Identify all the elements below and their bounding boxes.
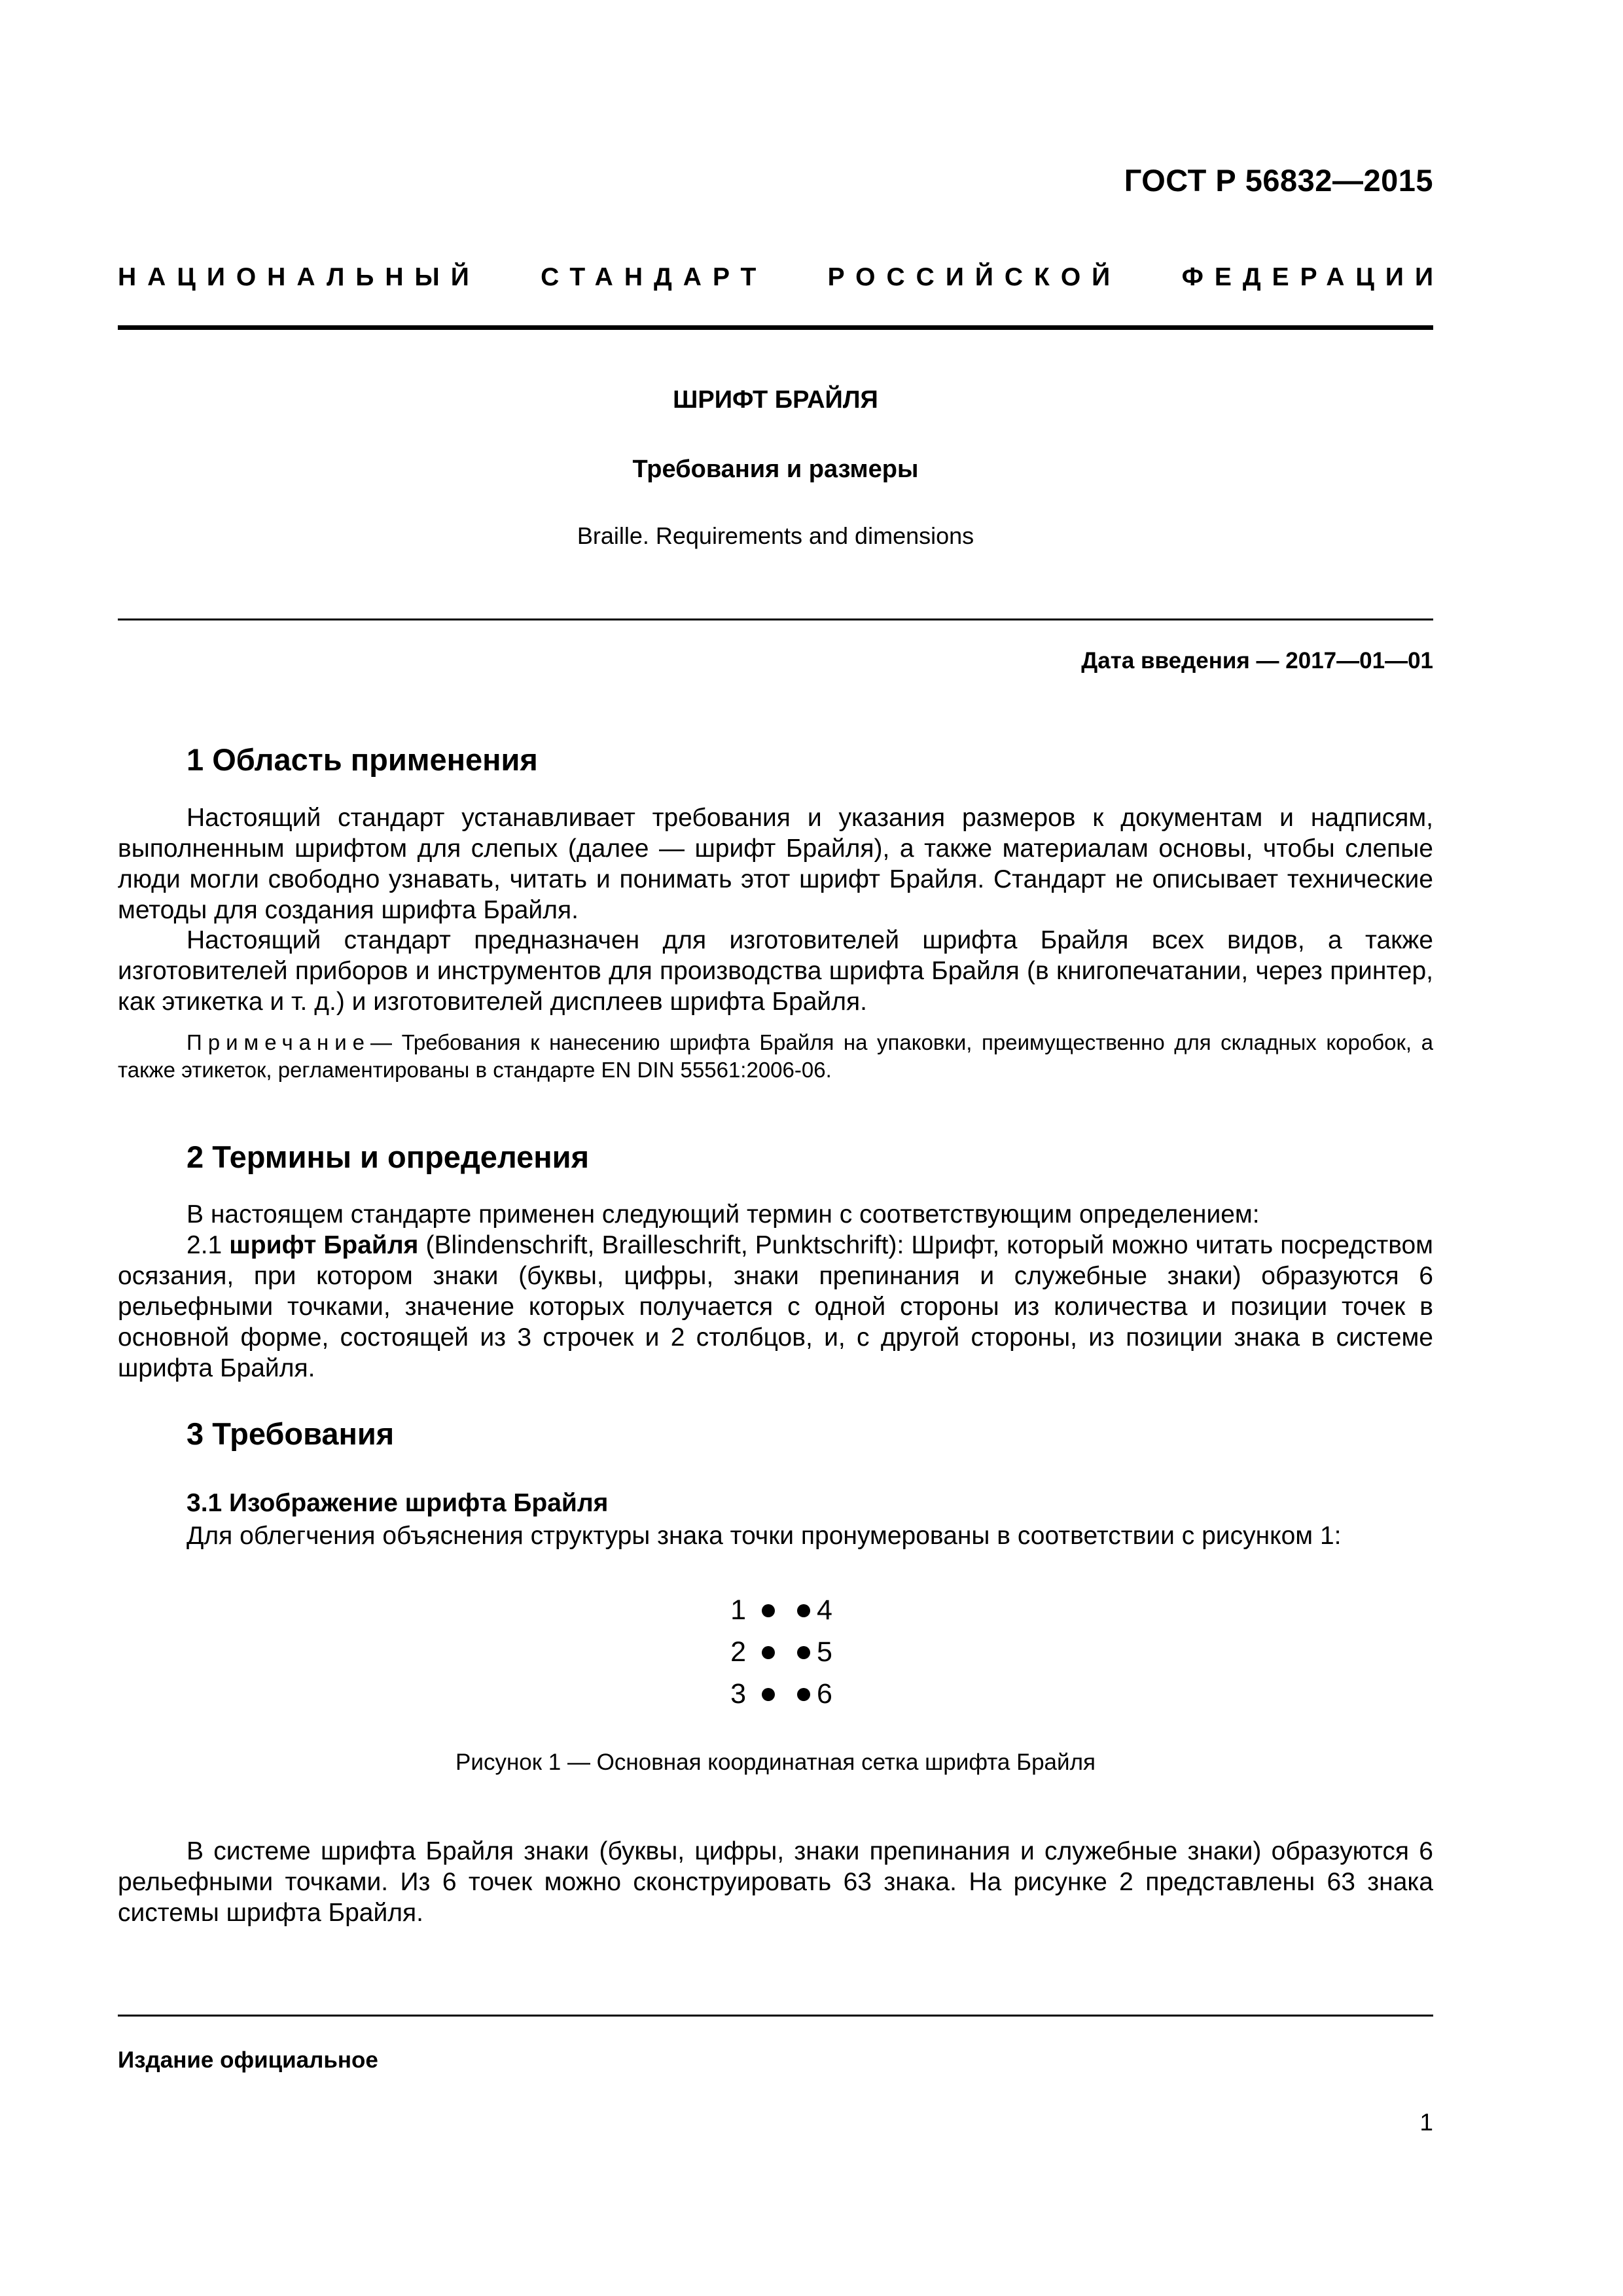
section-1-paragraph-2: Настоящий стандарт предназначен для изготовителей шрифта Брайля всех видов, а также изготовителей приборов и инструментов для производства шрифта Брайля (в книгопечатании, через принтер, как этикетка и т. д.) и изготовителей дисплеев шрифта Брайля.	[118, 926, 1433, 1016]
braille-row	[720, 1636, 832, 1668]
dot-number-left: 3	[730, 1678, 746, 1710]
braille-dot	[797, 1604, 810, 1617]
section-3-1-heading: 3.1 Изображение шрифта Брайля	[187, 1489, 609, 1517]
dot-number-right: 4	[817, 1594, 832, 1626]
standard-number: ГОСТ Р 56832—2015	[1124, 163, 1433, 198]
braille-dot	[762, 1688, 775, 1701]
title-rule	[118, 619, 1433, 620]
national-standard-heading	[118, 263, 1444, 292]
national-word: СТАНДАРТ	[541, 263, 768, 291]
section-2-heading: 2 Термины и определения	[187, 1139, 589, 1174]
braille-dot	[797, 1646, 810, 1659]
dot-number-right: 6	[817, 1678, 832, 1710]
national-word: РОССИЙСКОЙ	[827, 263, 1122, 291]
english-title: Braille. Requirements and dimensions	[577, 522, 974, 549]
header-rule	[118, 325, 1433, 330]
braille-row	[720, 1594, 832, 1626]
document-subtitle: Требования и размеры	[632, 456, 919, 483]
note-label: Примечание	[187, 1030, 371, 1054]
dot-number-left: 1	[730, 1594, 746, 1626]
section-1-heading: 1 Область применения	[187, 742, 538, 777]
term: шрифт Брайля	[229, 1231, 419, 1259]
national-word: НАЦИОНАЛЬНЫЙ	[118, 263, 480, 291]
braille-dot	[762, 1604, 775, 1617]
term-definition-text: (Blindenschrift, Brailleschrift, Punktschrift): Шрифт, который можно читать посредством осязания, при котором знаки (буквы, цифры, знаки препинания и служебные знаки) образуются 6 рельефными точками, значение которых получается с одной стороны из количества и позиции точек в основной форме, состоящей из 3 строчек и 2 столбцов, и, с другой стороны, из позиции знака в системе шрифта Брайля.	[118, 1231, 1433, 1382]
section-1-note	[118, 1029, 1433, 1084]
introduction-date: Дата введения — 2017—01—01	[1081, 648, 1433, 673]
note-text: — Требования к нанесению шрифта Брайля на упаковки, преимущественно для складных коробок, а также этикеток, регламентированы в стандарте EN DIN 55561:2006-06.	[118, 1030, 1433, 1082]
footer-rule	[118, 2015, 1433, 2017]
section-1-paragraph-1: Настоящий стандарт устанавливает требования и указания размеров к документам и надписям, выполненным шрифтом для слепых (далее — шрифт Брайля), а также материалам основы, чтобы слепые люди могли свободно узнавать, читать и понимать этот шрифт Брайля. Стандарт не описывает технические методы для создания шрифта Брайля.	[118, 804, 1433, 924]
term-definition	[118, 1230, 1433, 1384]
braille-dot	[762, 1646, 775, 1659]
section-2-paragraph-1: В настоящем стандарте применен следующий термин с соответствующим определением:	[187, 1200, 1260, 1229]
page-number: 1	[1419, 2109, 1433, 2136]
braille-dot	[797, 1688, 810, 1701]
braille-row	[720, 1678, 832, 1710]
figure-caption: Рисунок 1 — Основная координатная сетка шрифта Брайля	[455, 1749, 1096, 1775]
national-word: ФЕДЕРАЦИИ	[1181, 263, 1444, 291]
dot-number-right: 5	[817, 1636, 832, 1668]
term-number: 2.1	[187, 1231, 230, 1259]
section-3-heading: 3 Требования	[187, 1416, 395, 1451]
dot-number-left: 2	[730, 1636, 746, 1668]
document-title: ШРИФТ БРАЙЛЯ	[673, 386, 878, 414]
official-edition-label: Издание официальное	[118, 2047, 378, 2073]
section-3-1-paragraph-2: В системе шрифта Брайля знаки (буквы, цифры, знаки препинания и служебные знаки) образуются 6 рельефными точками. Из 6 точек можно сконструировать 63 знака. На рисунке 2 представлены 63 знака системы шрифта Брайля.	[118, 1837, 1433, 1927]
section-3-1-paragraph-1: Для облегчения объяснения структуры знака точки пронумерованы в соответствии с рисунком 1:	[187, 1522, 1342, 1550]
